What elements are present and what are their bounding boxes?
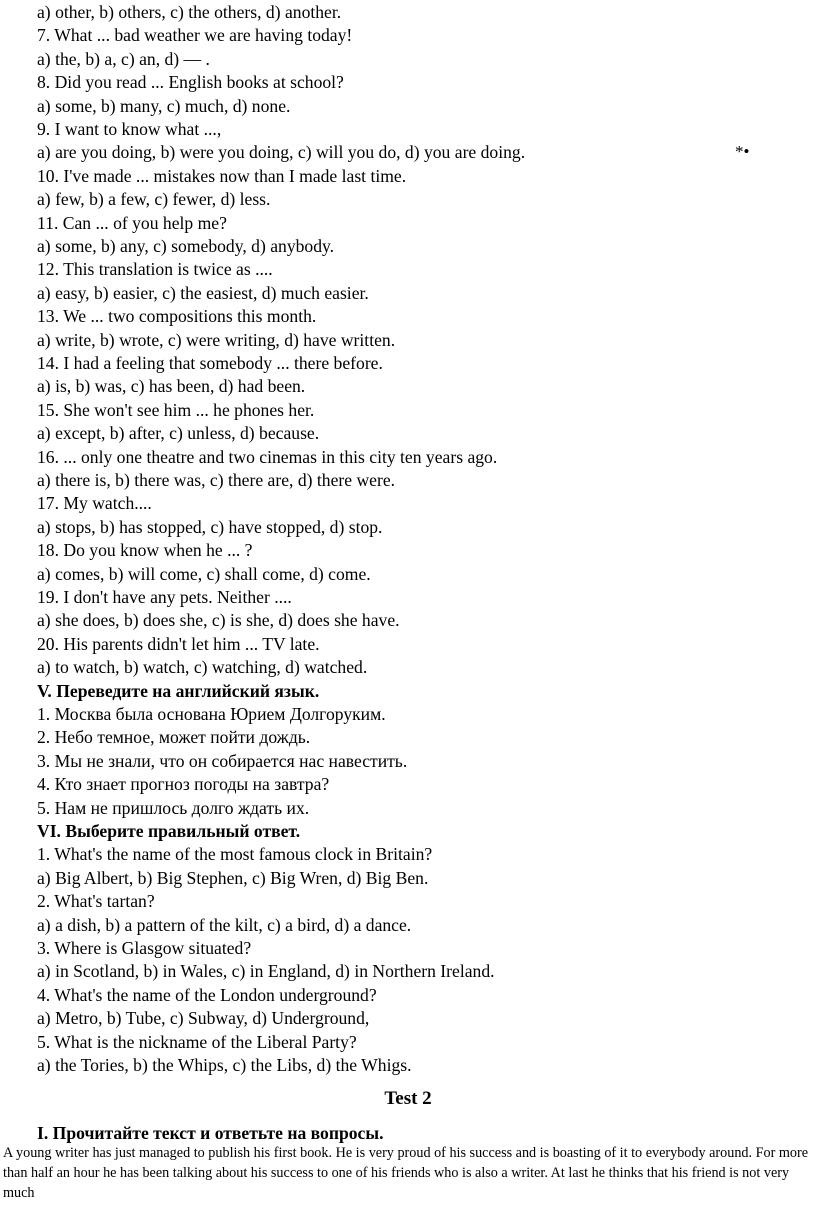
exercise-line: 7. What ... bad weather we are having today!	[37, 25, 353, 46]
exercise-line: a) there is, b) there was, c) there are, d) there were.	[37, 470, 396, 490]
exercise-line: a) some, b) any, c) somebody, d) anybody.	[37, 236, 335, 256]
exercise-line: a) is, b) was, c) has been, d) had been.	[37, 376, 306, 397]
exercise-line: a) write, b) wrote, c) were writing, d) have written.	[37, 329, 396, 350]
exercise-line: 20. His parents didn't let him ... TV late.	[37, 633, 320, 654]
exercise-line: 9. I want to know what ...,	[37, 119, 222, 139]
exercise-line: 3. Where is Glasgow situated?	[37, 938, 252, 958]
exercise-line: 8. Did you read ... English books at school?	[37, 72, 344, 93]
exercise-line: a) the Tories, b) the Whips, c) the Libs, d) the Whigs.	[37, 1055, 412, 1075]
exercise-line: 2. What's tartan?	[37, 891, 155, 912]
exercise-line: 17. My watch....	[37, 493, 152, 514]
exercise-line: 12. This translation is twice as ....	[37, 259, 273, 280]
exercise-line: a) stops, b) has stopped, c) have stopped, d) stop.	[37, 516, 383, 537]
section-heading: V. Переведите на английский язык.	[37, 680, 320, 701]
test-title: Test 2	[384, 1088, 432, 1109]
exercise-line: 15. She won't see him ... he phones her.	[37, 399, 315, 420]
exercise-line: 19. I don't have any pets. Neither ....	[37, 587, 292, 607]
exercise-line: a) a dish, b) a pattern of the kilt, c) a bird, d) a dance.	[37, 914, 412, 935]
exercise-line: 1. Москва была основана Юрием Долгоруким.	[37, 704, 386, 724]
exercise-line: 13. We ... two compositions this month.	[37, 306, 317, 327]
exercise-line: 2. Небо темное, может пойти дождь.	[37, 727, 311, 748]
exercise-line: 5. What is the nickname of the Liberal Party?	[37, 1031, 357, 1052]
exercise-line: a) some, b) many, c) much, d) none.	[37, 95, 291, 116]
exercise-line: a) other, b) others, c) the others, d) another.	[37, 2, 342, 22]
exercise-line: 1. What's the name of the most famous clock in Britain?	[37, 844, 433, 865]
exercise-line: a) are you doing, b) were you doing, c) will you do, d) you are doing.	[37, 142, 526, 163]
section-heading: VI. Выберите правильный ответ.	[37, 821, 301, 841]
exercise-line: a) comes, b) will come, c) shall come, d) come.	[37, 563, 371, 584]
exercise-line: a) the, b) a, c) an, d) — .	[37, 48, 210, 69]
exercise-line: 16. ... only one theatre and two cinemas in this city ten years ago.	[37, 446, 498, 467]
exercise-line: a) in Scotland, b) in Wales, c) in England, d) in Northern Ireland.	[37, 961, 495, 982]
exercise-line: 5. Нам не пришлось долго ждать их.	[37, 797, 310, 818]
section-i-heading: I. Прочитайте текст и ответьте на вопросы.	[37, 1123, 384, 1143]
margin-mark: *•	[735, 142, 750, 161]
exercise-line: a) to watch, b) watch, c) watching, d) watched.	[37, 657, 368, 678]
exercise-line: a) Big Albert, b) Big Stephen, c) Big Wren, d) Big Ben.	[37, 867, 429, 888]
exercise-line: a) Metro, b) Tube, c) Subway, d) Underground,	[37, 1008, 370, 1029]
exercise-line: 14. I had a feeling that somebody ... there before.	[37, 353, 383, 373]
exercise-line: 4. Кто знает прогноз погоды на завтра?	[37, 774, 330, 795]
exercise-line: 3. Мы не знали, что он собирается нас навестить.	[37, 750, 408, 771]
exercise-line: 18. Do you know when he ... ?	[37, 540, 253, 561]
exercise-line: 4. What's the name of the London underground?	[37, 984, 377, 1005]
exercise-line: 11. Can ... of you help me?	[37, 212, 227, 233]
exercise-line: a) few, b) a few, c) fewer, d) less.	[37, 189, 271, 210]
reading-passage: A young writer has just managed to publish his first book. He is very proud of his success and is boasting of it to everybody around. For more than half an hour he has been talking about his success to one of his friends who is also a writer. At last he thinks that his friend is not very much	[3, 1145, 809, 1201]
exercise-line: a) she does, b) does she, c) is she, d) does she have.	[37, 610, 400, 631]
exercise-line: a) easy, b) easier, c) the easiest, d) much easier.	[37, 282, 369, 303]
exercise-line: a) except, b) after, c) unless, d) because.	[37, 423, 320, 444]
exercise-line: 10. I've made ... mistakes now than I made last time.	[37, 165, 407, 186]
